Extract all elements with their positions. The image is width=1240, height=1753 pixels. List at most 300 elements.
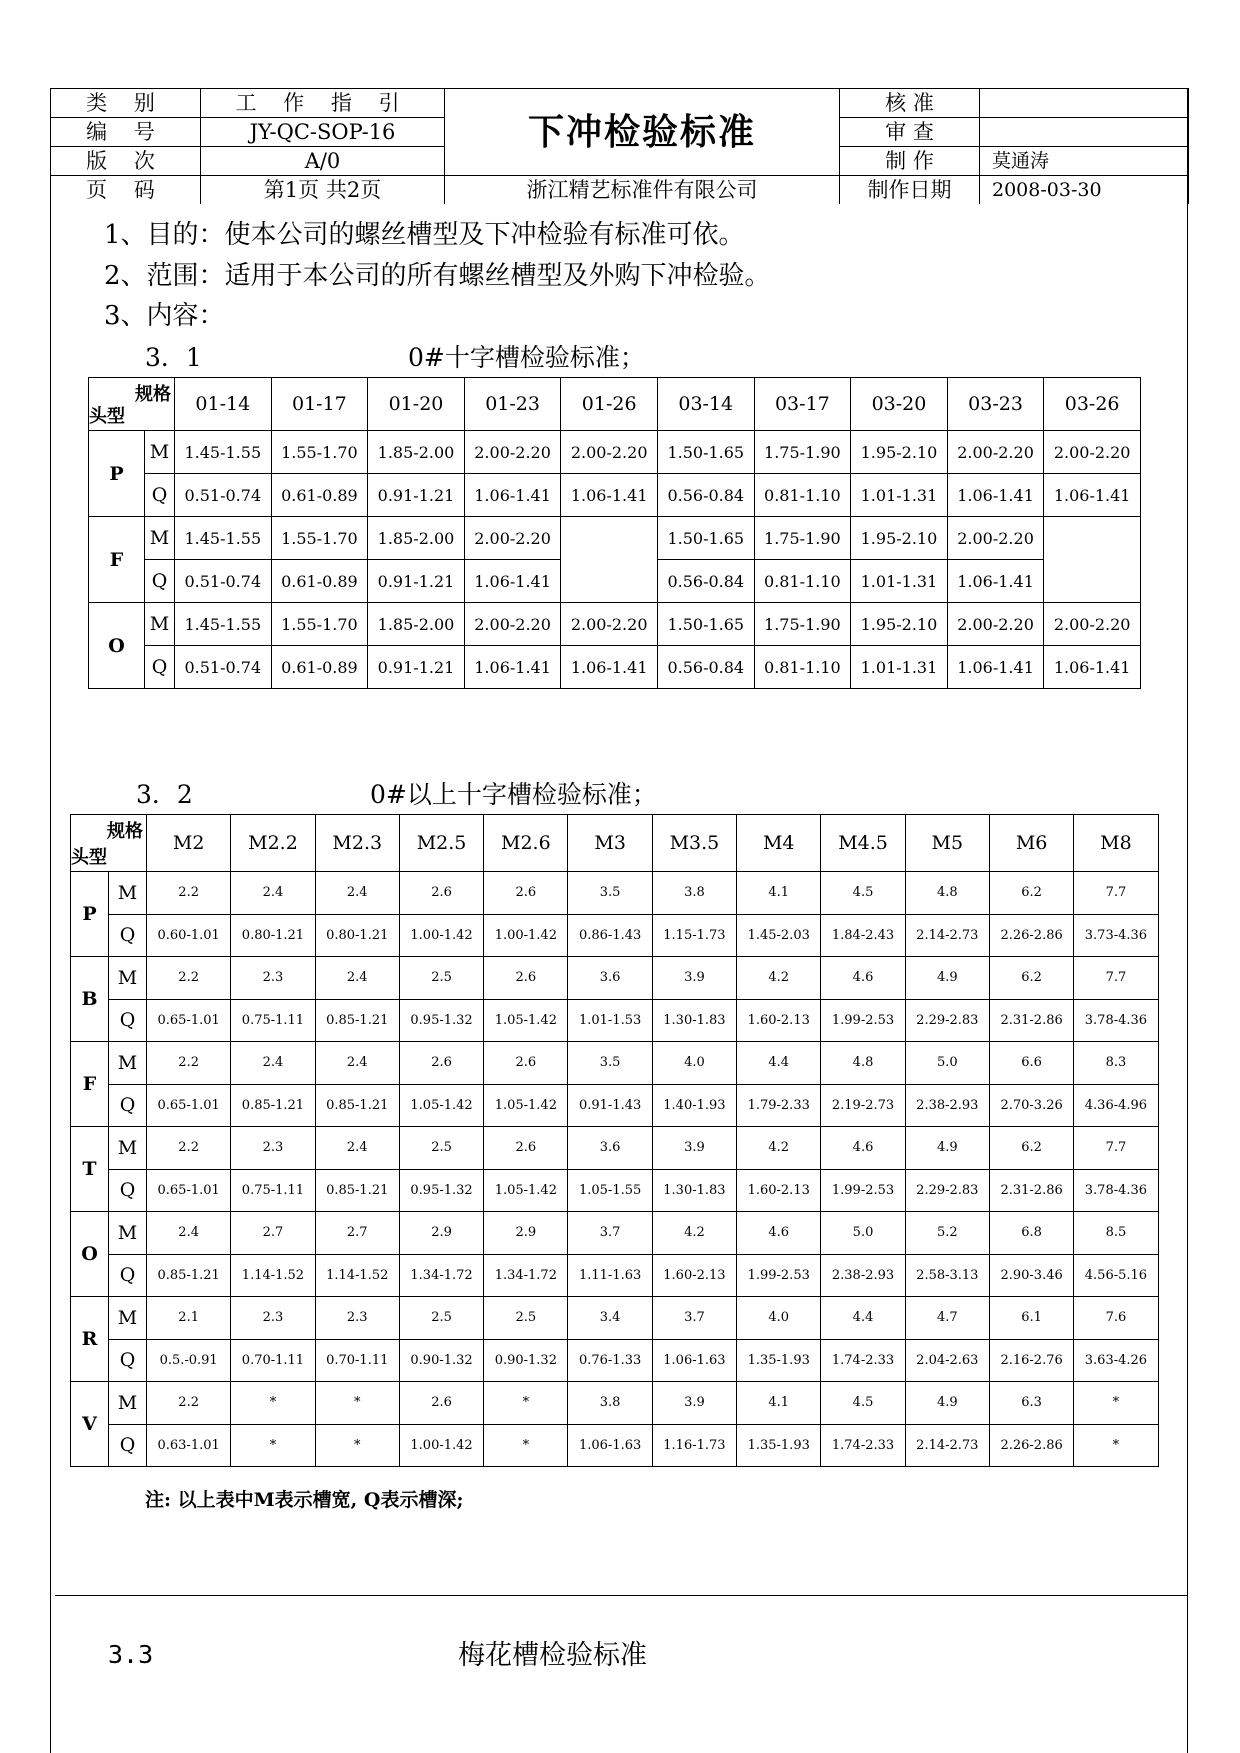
- value-cell: 8.5: [1074, 1212, 1158, 1255]
- row-label-cell: Q: [109, 1169, 147, 1212]
- column-header: M2.6: [484, 815, 568, 872]
- row-label-cell: Q: [109, 1339, 147, 1382]
- value-cell: 5.0: [905, 1042, 989, 1085]
- value-cell: 0.60-1.01: [147, 914, 231, 957]
- value-cell: 2.90-3.46: [989, 1254, 1073, 1297]
- table-row: [71, 1084, 1159, 1127]
- value-cell: 0.91-1.21: [368, 646, 465, 689]
- value-cell: 2.6: [399, 1042, 483, 1085]
- value-cell: 6.6: [989, 1042, 1073, 1085]
- page-frame-bottom: [55, 1595, 1187, 1596]
- value-cell: 2.00-2.20: [947, 517, 1044, 560]
- value-cell: 2.2: [147, 1382, 231, 1425]
- value-cell: 4.2: [652, 1212, 736, 1255]
- value-cell: 1.05-1.42: [399, 1084, 483, 1127]
- value-cell: 1.45-2.03: [737, 914, 821, 957]
- table-row: [71, 914, 1159, 957]
- value-cell: 1.05-1.42: [484, 1169, 568, 1212]
- value-cell: *: [484, 1382, 568, 1425]
- value-cell: 4.36-4.96: [1074, 1084, 1158, 1127]
- row-label-cell: Q: [109, 1424, 147, 1467]
- column-header: M2.2: [231, 815, 315, 872]
- value-cell: 1.55-1.70: [271, 603, 368, 646]
- section-3-3-number: 3.3: [108, 1640, 154, 1669]
- header-date-value: 2008-03-30: [980, 176, 1189, 205]
- table-row: [71, 1169, 1159, 1212]
- value-cell: 2.00-2.20: [947, 603, 1044, 646]
- value-cell: 1.75-1.90: [754, 603, 851, 646]
- value-cell: 1.75-1.90: [754, 517, 851, 560]
- value-cell: 1.55-1.70: [271, 517, 368, 560]
- value-cell: 0.90-1.32: [484, 1339, 568, 1382]
- row-label-cell: M: [109, 957, 147, 1000]
- head-type-cell: F: [89, 517, 145, 603]
- value-cell: 2.2: [147, 872, 231, 915]
- value-cell: *: [231, 1424, 315, 1467]
- value-cell: 1.05-1.42: [484, 1084, 568, 1127]
- value-cell: 0.56-0.84: [657, 474, 754, 517]
- row-label-cell: Q: [109, 1254, 147, 1297]
- value-cell: 1.05-1.55: [568, 1169, 652, 1212]
- column-header: 03-26: [1044, 378, 1141, 431]
- header-category-value: 工 作 指 引: [201, 89, 445, 118]
- value-cell: 0.61-0.89: [271, 646, 368, 689]
- section-3-2-number: 3．2: [136, 780, 193, 809]
- row-label-cell: M: [145, 603, 175, 646]
- value-cell: 1.35-1.93: [737, 1424, 821, 1467]
- value-cell: 0.85-1.21: [315, 999, 399, 1042]
- value-cell: 4.5: [821, 1382, 905, 1425]
- value-cell: 2.4: [315, 957, 399, 1000]
- value-cell: 2.58-3.13: [905, 1254, 989, 1297]
- head-type-cell: P: [89, 431, 145, 517]
- section-3-1-title: 0#十字槽检验标准；: [408, 343, 645, 372]
- value-cell: 0.91-1.43: [568, 1084, 652, 1127]
- header-number-value: JY-QC-SOP-16: [201, 118, 445, 147]
- value-cell: 1.01-1.31: [851, 646, 948, 689]
- value-cell: 4.9: [905, 1382, 989, 1425]
- header-category-label: 类 别: [51, 89, 201, 118]
- corner-spec-label: 规格: [135, 384, 171, 405]
- value-cell: *: [1074, 1382, 1158, 1425]
- value-cell: 0.85-1.21: [315, 1084, 399, 1127]
- value-cell: 2.4: [315, 1127, 399, 1170]
- value-cell: 1.99-2.53: [821, 999, 905, 1042]
- value-cell: 2.3: [231, 1127, 315, 1170]
- value-cell: 4.8: [821, 1042, 905, 1085]
- value-cell: 2.6: [484, 957, 568, 1000]
- table-row: [71, 1127, 1159, 1170]
- value-cell: 2.2: [147, 957, 231, 1000]
- value-cell: 2.5: [484, 1297, 568, 1340]
- value-cell: 1.85-2.00: [368, 603, 465, 646]
- table-row: [71, 1297, 1159, 1340]
- value-cell: 2.4: [231, 1042, 315, 1085]
- value-cell: 2.00-2.20: [464, 517, 561, 560]
- value-cell: 2.00-2.20: [947, 431, 1044, 474]
- head-type-cell: R: [71, 1297, 109, 1382]
- value-cell: 2.7: [231, 1212, 315, 1255]
- value-cell: 2.6: [484, 872, 568, 915]
- column-header: M3.5: [652, 815, 736, 872]
- value-cell: 2.6: [399, 872, 483, 915]
- value-cell: 2.38-2.93: [821, 1254, 905, 1297]
- value-cell: 1.06-1.41: [464, 560, 561, 603]
- value-cell: 5.2: [905, 1212, 989, 1255]
- value-cell: 3.4: [568, 1297, 652, 1340]
- value-cell: 2.1: [147, 1297, 231, 1340]
- value-cell: 6.2: [989, 872, 1073, 915]
- column-header: M8: [1074, 815, 1158, 872]
- value-cell: 1.06-1.41: [561, 646, 658, 689]
- value-cell: 4.9: [905, 957, 989, 1000]
- value-cell: 4.9: [905, 1127, 989, 1170]
- value-cell: 0.51-0.74: [175, 646, 272, 689]
- table-row: [71, 1254, 1159, 1297]
- section-3-1-number: 3．1: [145, 343, 202, 372]
- value-cell: 2.3: [231, 957, 315, 1000]
- head-type-cell: T: [71, 1127, 109, 1212]
- head-type-cell: O: [89, 603, 145, 689]
- head-type-cell: F: [71, 1042, 109, 1127]
- value-cell: 1.45-1.55: [175, 517, 272, 560]
- value-cell: 1.75-1.90: [754, 431, 851, 474]
- value-cell: 1.01-1.53: [568, 999, 652, 1042]
- corner-head-label: 头型: [71, 847, 107, 868]
- value-cell: 4.56-5.16: [1074, 1254, 1158, 1297]
- value-cell: *: [315, 1382, 399, 1425]
- value-cell: 2.4: [315, 872, 399, 915]
- table-header-row: [89, 378, 1141, 431]
- value-cell: 1.50-1.65: [657, 603, 754, 646]
- value-cell: 1.30-1.83: [652, 1169, 736, 1212]
- value-cell: 0.91-1.21: [368, 560, 465, 603]
- value-cell: 2.00-2.20: [464, 431, 561, 474]
- value-cell: 1.60-2.13: [652, 1254, 736, 1297]
- value-cell: 0.95-1.32: [399, 1169, 483, 1212]
- value-cell: 8.3: [1074, 1042, 1158, 1085]
- value-cell: 3.8: [652, 872, 736, 915]
- value-cell: 2.26-2.86: [989, 914, 1073, 957]
- value-cell: 3.9: [652, 1127, 736, 1170]
- value-cell: 7.7: [1074, 957, 1158, 1000]
- value-cell: 2.16-2.76: [989, 1339, 1073, 1382]
- value-cell: 4.2: [737, 957, 821, 1000]
- value-cell: 3.8: [568, 1382, 652, 1425]
- value-cell: *: [231, 1382, 315, 1425]
- table-row: [89, 517, 1141, 560]
- value-cell: 1.06-1.41: [947, 646, 1044, 689]
- value-cell: 7.6: [1074, 1297, 1158, 1340]
- value-cell: 3.63-4.26: [1074, 1339, 1158, 1382]
- value-cell: 0.75-1.11: [231, 999, 315, 1042]
- value-cell: 2.5: [399, 1127, 483, 1170]
- value-cell: 1.01-1.31: [851, 474, 948, 517]
- value-cell: 2.3: [231, 1297, 315, 1340]
- row-label-cell: M: [109, 872, 147, 915]
- header-review-label: 审 查: [840, 118, 980, 147]
- row-label-cell: M: [145, 517, 175, 560]
- value-cell: 1.06-1.41: [464, 474, 561, 517]
- value-cell: 6.2: [989, 957, 1073, 1000]
- value-cell: 1.45-1.55: [175, 431, 272, 474]
- table-note: 注: 以上表中M表示槽宽, Q表示槽深;: [145, 1489, 464, 1511]
- value-cell: 2.4: [315, 1042, 399, 1085]
- table-row: [71, 1042, 1159, 1085]
- column-header: M6: [989, 815, 1073, 872]
- value-cell: 1.11-1.63: [568, 1254, 652, 1297]
- table-row: [71, 999, 1159, 1042]
- row-label-cell: Q: [109, 999, 147, 1042]
- document-header: [50, 88, 1189, 204]
- value-cell: 2.70-3.26: [989, 1084, 1073, 1127]
- value-cell: 0.70-1.11: [231, 1339, 315, 1382]
- value-cell: 3.9: [652, 957, 736, 1000]
- header-number-label: 编 号: [51, 118, 201, 147]
- column-header: M3: [568, 815, 652, 872]
- head-type-cell: B: [71, 957, 109, 1042]
- value-cell: *: [484, 1424, 568, 1467]
- value-cell: 2.19-2.73: [821, 1084, 905, 1127]
- value-cell: 2.38-2.93: [905, 1084, 989, 1127]
- value-cell: 2.9: [399, 1212, 483, 1255]
- value-cell: 4.6: [737, 1212, 821, 1255]
- row-label-cell: M: [109, 1382, 147, 1425]
- value-cell: 2.9: [484, 1212, 568, 1255]
- row-label-cell: M: [109, 1212, 147, 1255]
- value-cell: 1.40-1.93: [652, 1084, 736, 1127]
- row-label-cell: Q: [145, 474, 175, 517]
- content-heading: 3、内容：: [104, 301, 225, 331]
- column-header: 01-23: [464, 378, 561, 431]
- head-type-cell: P: [71, 872, 109, 957]
- header-page-value: 第1页 共2页: [201, 176, 445, 205]
- value-cell: 7.7: [1074, 872, 1158, 915]
- table-row: [71, 1339, 1159, 1382]
- column-header: 03-23: [947, 378, 1044, 431]
- value-cell: 3.9: [652, 1382, 736, 1425]
- value-cell: 1.34-1.72: [399, 1254, 483, 1297]
- value-cell: 1.50-1.65: [657, 517, 754, 560]
- value-cell: 1.06-1.41: [464, 646, 561, 689]
- value-cell: 1.06-1.41: [947, 560, 1044, 603]
- value-cell: 1.16-1.73: [652, 1424, 736, 1467]
- header-approve-value: [980, 89, 1189, 118]
- value-cell: 1.55-1.70: [271, 431, 368, 474]
- value-cell: 2.26-2.86: [989, 1424, 1073, 1467]
- value-cell: 1.00-1.42: [399, 1424, 483, 1467]
- value-cell: 6.1: [989, 1297, 1073, 1340]
- value-cell: 1.60-2.13: [737, 1169, 821, 1212]
- value-cell: 4.0: [737, 1297, 821, 1340]
- value-cell: 0.80-1.21: [315, 914, 399, 957]
- empty-cell: [561, 517, 658, 603]
- company-name: 浙江精艺标准件有限公司: [445, 176, 840, 205]
- value-cell: 1.00-1.42: [484, 914, 568, 957]
- value-cell: 0.85-1.21: [231, 1084, 315, 1127]
- value-cell: 2.2: [147, 1042, 231, 1085]
- header-date-label: 制作日期: [840, 176, 980, 205]
- page-frame-left: [50, 88, 51, 1753]
- value-cell: 4.6: [821, 1127, 905, 1170]
- value-cell: 2.00-2.20: [1044, 431, 1141, 474]
- value-cell: 2.4: [147, 1212, 231, 1255]
- column-header: 03-20: [851, 378, 948, 431]
- value-cell: 3.78-4.36: [1074, 1169, 1158, 1212]
- value-cell: 2.3: [315, 1297, 399, 1340]
- value-cell: 1.06-1.41: [561, 474, 658, 517]
- value-cell: 2.00-2.20: [464, 603, 561, 646]
- table-row: [71, 1212, 1159, 1255]
- scope-paragraph: 2、范围：适用于本公司的所有螺丝槽型及外购下冲检验。: [104, 261, 771, 291]
- value-cell: 4.7: [905, 1297, 989, 1340]
- value-cell: 4.1: [737, 1382, 821, 1425]
- value-cell: 1.06-1.63: [652, 1339, 736, 1382]
- value-cell: 2.2: [147, 1127, 231, 1170]
- value-cell: 0.65-1.01: [147, 1169, 231, 1212]
- value-cell: 0.56-0.84: [657, 560, 754, 603]
- value-cell: 0.81-1.10: [754, 474, 851, 517]
- value-cell: 0.56-0.84: [657, 646, 754, 689]
- value-cell: 2.29-2.83: [905, 1169, 989, 1212]
- header-maker-value: 莫通涛: [980, 147, 1189, 176]
- value-cell: 2.31-2.86: [989, 999, 1073, 1042]
- value-cell: 1.06-1.63: [568, 1424, 652, 1467]
- value-cell: 1.05-1.42: [484, 999, 568, 1042]
- table-row: [89, 646, 1141, 689]
- table-header-row: [71, 815, 1159, 872]
- value-cell: 0.81-1.10: [754, 646, 851, 689]
- value-cell: 1.15-1.73: [652, 914, 736, 957]
- value-cell: 0.85-1.21: [315, 1169, 399, 1212]
- value-cell: 2.00-2.20: [561, 603, 658, 646]
- value-cell: 5.0: [821, 1212, 905, 1255]
- row-label-cell: Q: [109, 1084, 147, 1127]
- column-header: M4.5: [821, 815, 905, 872]
- value-cell: 4.5: [821, 872, 905, 915]
- corner-head-label: 头型: [89, 406, 125, 427]
- table-row: [71, 1424, 1159, 1467]
- value-cell: 0.91-1.21: [368, 474, 465, 517]
- header-maker-label: 制 作: [840, 147, 980, 176]
- table-row: [71, 957, 1159, 1000]
- value-cell: 4.2: [737, 1127, 821, 1170]
- value-cell: 0.90-1.32: [399, 1339, 483, 1382]
- column-header: M4: [737, 815, 821, 872]
- value-cell: 1.00-1.42: [399, 914, 483, 957]
- value-cell: 1.99-2.53: [737, 1254, 821, 1297]
- value-cell: 0.51-0.74: [175, 474, 272, 517]
- head-type-cell: V: [71, 1382, 109, 1467]
- value-cell: 0.80-1.21: [231, 914, 315, 957]
- table-row: [89, 431, 1141, 474]
- value-cell: 0.63-1.01: [147, 1424, 231, 1467]
- value-cell: 2.00-2.20: [561, 431, 658, 474]
- section-3-3-title: 梅花槽检验标准: [458, 1640, 647, 1671]
- value-cell: 1.06-1.41: [1044, 646, 1141, 689]
- value-cell: 2.7: [315, 1212, 399, 1255]
- header-version-value: A/0: [201, 147, 445, 176]
- value-cell: 6.2: [989, 1127, 1073, 1170]
- value-cell: 1.99-2.53: [821, 1169, 905, 1212]
- value-cell: 0.76-1.33: [568, 1339, 652, 1382]
- head-type-cell: O: [71, 1212, 109, 1297]
- value-cell: 2.31-2.86: [989, 1169, 1073, 1212]
- table-0-cross-slot: [88, 377, 1141, 689]
- value-cell: 2.6: [484, 1127, 568, 1170]
- value-cell: 0.70-1.11: [315, 1339, 399, 1382]
- value-cell: 1.30-1.83: [652, 999, 736, 1042]
- value-cell: 0.65-1.01: [147, 999, 231, 1042]
- value-cell: 2.29-2.83: [905, 999, 989, 1042]
- document-title: 下冲检验标准: [445, 89, 840, 176]
- value-cell: 3.5: [568, 1042, 652, 1085]
- header-version-label: 版 次: [51, 147, 201, 176]
- column-header: 03-14: [657, 378, 754, 431]
- value-cell: 4.1: [737, 872, 821, 915]
- section-3-2-title: 0#以上十字槽检验标准；: [370, 780, 657, 809]
- value-cell: 2.00-2.20: [1044, 603, 1141, 646]
- value-cell: 2.5: [399, 957, 483, 1000]
- row-label-cell: Q: [145, 646, 175, 689]
- row-label-cell: M: [109, 1127, 147, 1170]
- value-cell: 1.95-2.10: [851, 431, 948, 474]
- value-cell: 1.06-1.41: [947, 474, 1044, 517]
- value-cell: 1.35-1.93: [737, 1339, 821, 1382]
- value-cell: 1.45-1.55: [175, 603, 272, 646]
- value-cell: 0.65-1.01: [147, 1084, 231, 1127]
- column-header: M2.5: [399, 815, 483, 872]
- header-page-label: 页 码: [51, 176, 201, 205]
- value-cell: 4.8: [905, 872, 989, 915]
- table-row: [71, 872, 1159, 915]
- value-cell: 1.50-1.65: [657, 431, 754, 474]
- column-header: 01-26: [561, 378, 658, 431]
- table-corner-cell: [71, 815, 147, 872]
- value-cell: 3.7: [652, 1297, 736, 1340]
- row-label-cell: Q: [109, 914, 147, 957]
- value-cell: 0.61-0.89: [271, 560, 368, 603]
- value-cell: 1.14-1.52: [231, 1254, 315, 1297]
- value-cell: 0.95-1.32: [399, 999, 483, 1042]
- value-cell: 4.4: [821, 1297, 905, 1340]
- column-header: M5: [905, 815, 989, 872]
- table-row: [89, 474, 1141, 517]
- value-cell: 1.95-2.10: [851, 517, 948, 560]
- value-cell: 6.3: [989, 1382, 1073, 1425]
- row-label-cell: M: [145, 431, 175, 474]
- row-label-cell: Q: [145, 560, 175, 603]
- table-row: [89, 603, 1141, 646]
- value-cell: 0.5.-0.91: [147, 1339, 231, 1382]
- value-cell: 1.95-2.10: [851, 603, 948, 646]
- value-cell: 2.5: [399, 1297, 483, 1340]
- corner-spec-label: 规格: [107, 821, 143, 842]
- value-cell: 1.60-2.13: [737, 999, 821, 1042]
- table-above-0-cross-slot: [70, 814, 1159, 1467]
- value-cell: 0.51-0.74: [175, 560, 272, 603]
- value-cell: 2.14-2.73: [905, 914, 989, 957]
- value-cell: 3.5: [568, 872, 652, 915]
- value-cell: *: [315, 1424, 399, 1467]
- value-cell: 2.6: [484, 1042, 568, 1085]
- value-cell: 1.84-2.43: [821, 914, 905, 957]
- value-cell: 0.81-1.10: [754, 560, 851, 603]
- header-review-value: [980, 118, 1189, 147]
- table-row: [71, 1382, 1159, 1425]
- value-cell: 2.4: [231, 872, 315, 915]
- value-cell: 2.6: [399, 1382, 483, 1425]
